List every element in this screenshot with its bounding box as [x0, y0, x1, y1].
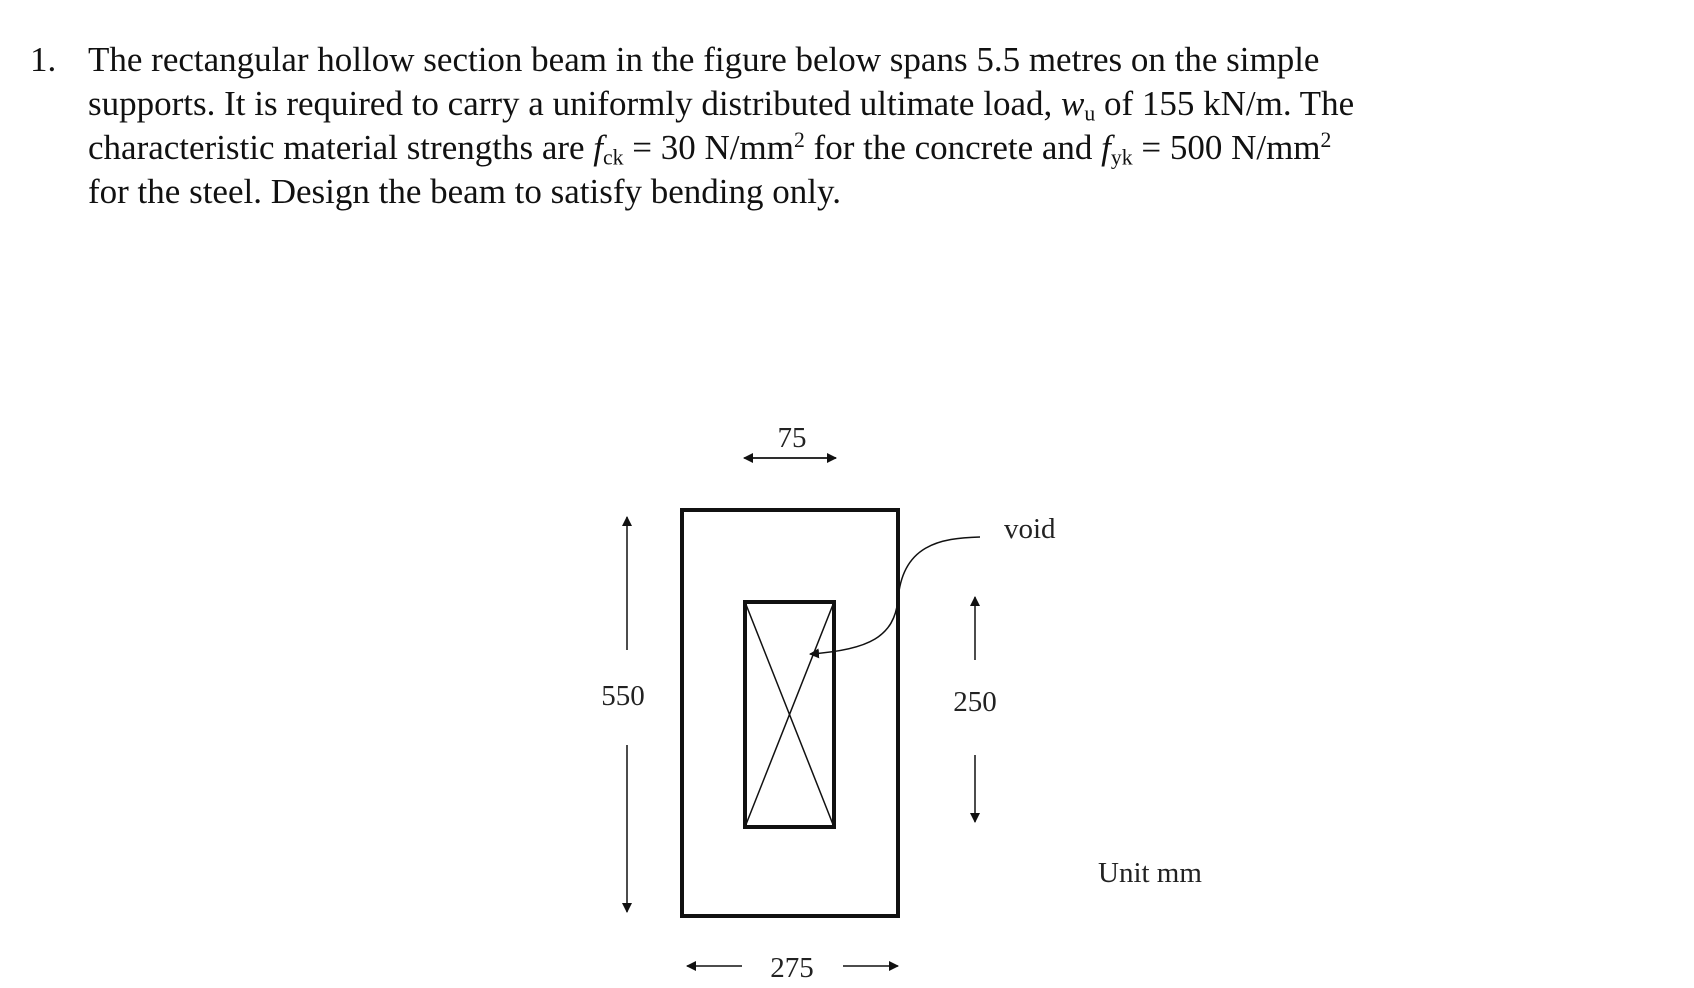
text-segment: supports. It is required to carry a uniformly distributed ultimate load,: [88, 84, 1061, 123]
dim-top-label: 75: [777, 422, 807, 454]
question-number: 1.: [30, 40, 57, 79]
fck-symbol: f: [593, 128, 604, 167]
question-line-4: for the steel. Design the beam to satisfy bending only.: [88, 172, 841, 211]
void-label: void: [1004, 513, 1056, 545]
fyk-symbol: f: [1101, 128, 1111, 167]
dim-right-label: 250: [953, 686, 997, 718]
question-line-1: The rectangular hollow section beam in the figure below spans 5.5 metres on the simple: [88, 40, 1320, 79]
superscript: 2: [793, 128, 805, 153]
unit-label: Unit mm: [1098, 857, 1202, 889]
fck-subscript: ck: [603, 145, 624, 170]
text-segment: characteristic material strengths are: [88, 128, 594, 167]
load-symbol: w: [1060, 84, 1085, 123]
dim-bottom-label: 275: [770, 952, 814, 984]
superscript: 2: [1320, 128, 1332, 153]
text-segment: for the concrete and: [804, 128, 1102, 167]
dim-left-label: 550: [601, 680, 645, 712]
text-segment: = 30 N/mm: [623, 128, 794, 167]
fyk-subscript: yk: [1110, 145, 1133, 170]
text-segment: of 155 kN/m. The: [1095, 84, 1355, 123]
text-segment: = 500 N/mm: [1132, 128, 1321, 167]
load-symbol-subscript: u: [1084, 101, 1096, 126]
